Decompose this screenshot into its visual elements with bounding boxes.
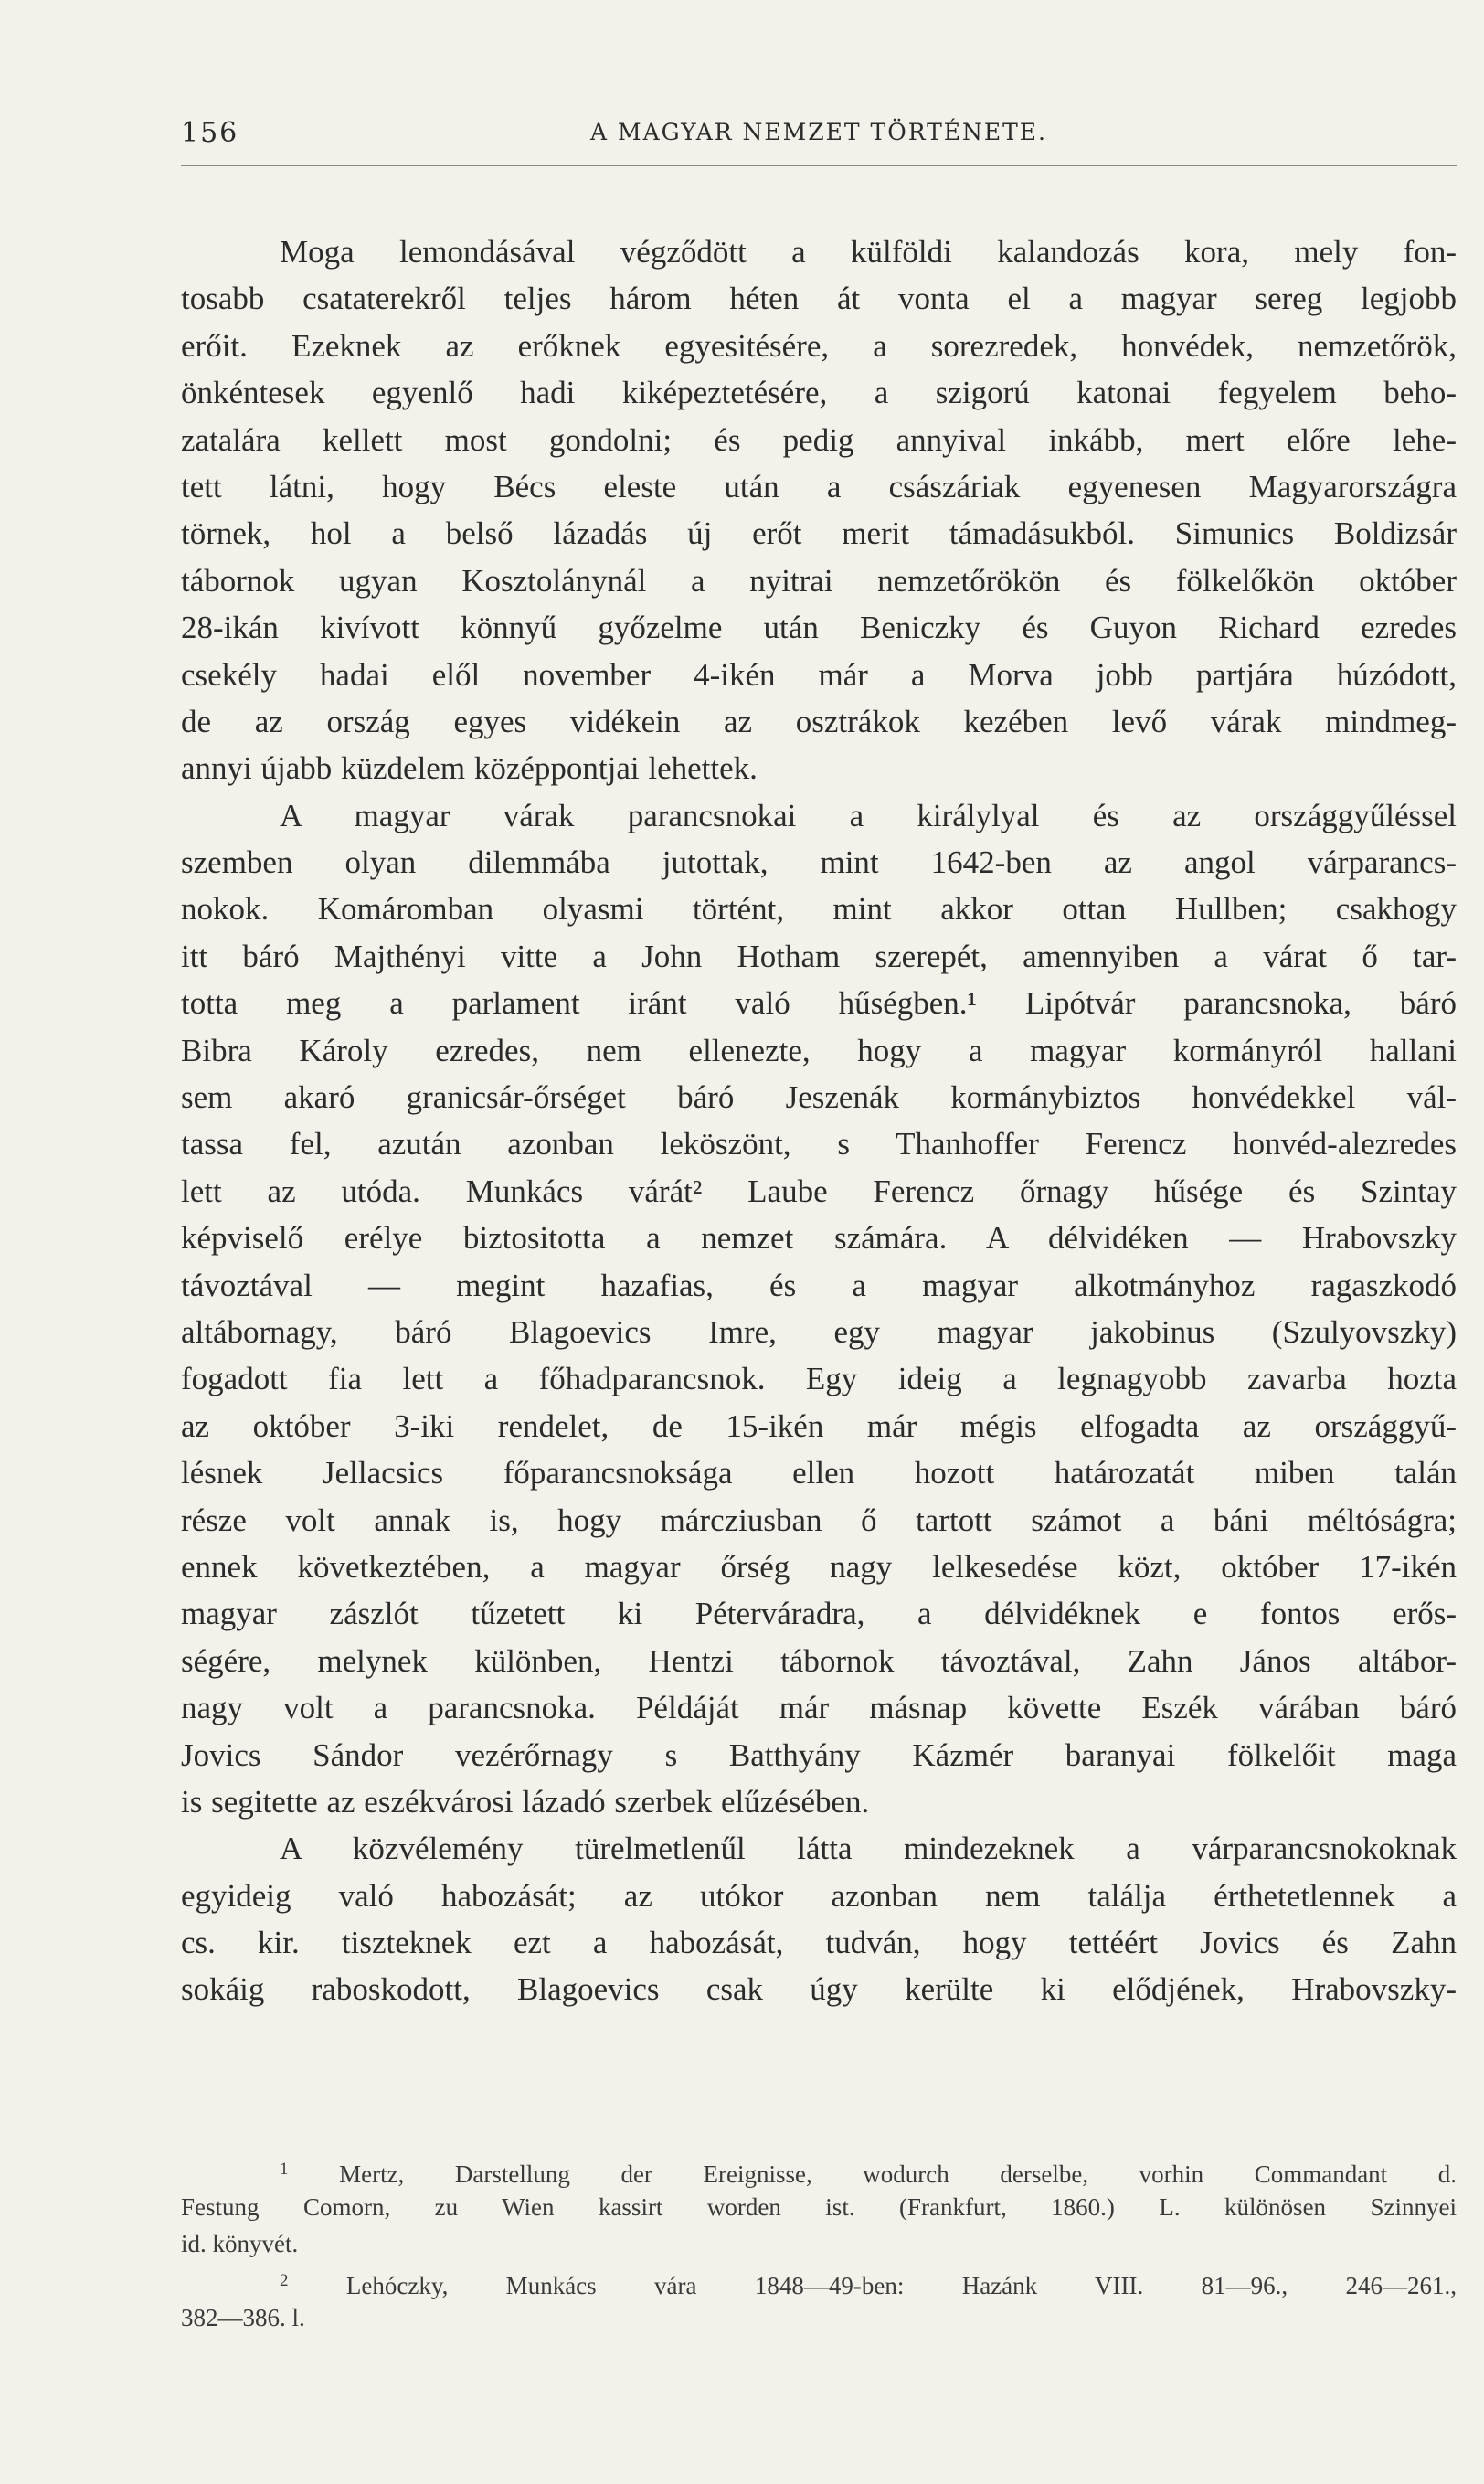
- text-line: magyar zászlót tűzetett ki Péterváradra, a délvidéknek e fontos erős-: [181, 1596, 1457, 1632]
- text-line: csekély hadai elől november 4-ikén már a Morva jobb partjára húzódott,: [181, 656, 1457, 693]
- text-line: tábornok ugyan Kosztolánynál a nyitrai nemzetőrökön és fölkelőkön október: [181, 562, 1457, 599]
- text-line: sokáig raboskodott, Blagoevics csak úgy kerülte ki elődjének, Hrabovszky-: [181, 1971, 1457, 2008]
- text-line: lésnek Jellacsics főparancsnoksága ellen hozott határozatát miben talán: [181, 1455, 1457, 1491]
- text-line: A magyar várak parancsnokai a királylyal és az országgyűléssel: [280, 797, 1457, 833]
- text-line: A közvélemény türelmetlenűl látta mindezeknek a várparancsnokoknak: [280, 1831, 1457, 1867]
- text-line: egyideig való habozását; az utókor azonban nem találja érthetetlennek a: [181, 1877, 1457, 1914]
- body-text: [181, 228, 1457, 2013]
- footnote-line: id. könyvét.: [181, 2230, 299, 2257]
- running-title: A MAGYAR NEMZET TÖRTÉNETE.: [589, 119, 1047, 145]
- text-line: annyi újabb küzdelem középpontjai lehettek.: [181, 750, 758, 787]
- page-number: 156: [181, 117, 239, 149]
- text-line: az október 3-iki rendelet, de 15-ikén már mégis elfogadta az országgyű-: [181, 1407, 1457, 1444]
- text-line: távoztával — megint hazafias, és a magyar alkotmányhoz ragaszkodó: [181, 1267, 1457, 1303]
- text-line: ennek következtében, a magyar őrség nagy lelkesedése közt, október 17-ikén: [181, 1548, 1457, 1585]
- text-line: cs. kir. tiszteknek ezt a habozását, tudván, hogy tettéért Jovics és Zahn: [181, 1925, 1457, 1961]
- text-line: nokok. Komáromban olyasmi történt, mint akkor ottan Hullben; csakhogy: [181, 891, 1457, 928]
- text-line: Bibra Károly ezredes, nem ellenezte, hogy a magyar kormányról hallani: [181, 1032, 1457, 1068]
- text-line: totta meg a parlament iránt való hűségben.¹ Lipótvár parancsnoka, báró: [181, 985, 1457, 1022]
- footnote-line: [181, 2263, 1457, 2300]
- footnote-line: 382—386. l.: [181, 2304, 305, 2331]
- text-line: Moga lemondásával végződött a külföldi kalandozás kora, mely fon-: [280, 234, 1457, 270]
- text-line: altábornagy, báró Blagoevics Imre, egy magyar jakobinus (Szulyovszky): [181, 1313, 1457, 1350]
- text-line: lett az utóda. Munkács várát² Laube Ferencz őrnagy hűsége és Szintay: [181, 1173, 1457, 1209]
- text-line: képviselő erélye biztositotta a nemzet számára. A délvidéken — Hrabovszky: [181, 1220, 1457, 1257]
- text-line: erőit. Ezeknek az erőknek egyesitésére, a sorezredek, honvédek, nemzetőrök,: [181, 327, 1457, 364]
- text-line: önkéntesek egyenlő hadi kiképeztetésére, a szigorú katonai fegyelem beho-: [181, 375, 1457, 411]
- text-line: sem akaró granicsár-őrséget báró Jeszenák kormánybiztos honvédekkel vál-: [181, 1079, 1457, 1116]
- text-line: fogadott fia lett a főhadparancsnok. Egy ideig a legnagyobb zavarba hozta: [181, 1361, 1457, 1397]
- footnote-line: [181, 2151, 1457, 2189]
- footnote-mark: 2: [280, 2270, 289, 2290]
- text-line: része volt annak is, hogy márcziusban ő tartott számot a báni méltóságra;: [181, 1502, 1457, 1538]
- header-rule: [181, 165, 1457, 166]
- text-line: ségére, melynek különben, Hentzi tábornok távoztával, Zahn János altábor-: [181, 1642, 1457, 1679]
- text-line: itt báró Majthényi vitte a John Hotham szerepét, amennyiben a várat ő tar-: [181, 938, 1457, 974]
- text-line: is segitette az eszékvárosi lázadó szerbek elűzésében.: [181, 1783, 870, 1820]
- footnotes: [181, 2151, 1457, 2337]
- text-line: zatalára kellett most gondolni; és pedig annyival inkább, mert előre lehe-: [181, 421, 1457, 458]
- text-line: Jovics Sándor vezérőrnagy s Batthyány Kázmér baranyai fölkelőit maga: [181, 1736, 1457, 1773]
- footnote-text: Lehóczky, Munkács vára 1848—49-ben: Hazánk VIII. 81—96., 246—261.,: [345, 2271, 1457, 2299]
- text-line: szemben olyan dilemmába jutottak, mint 1642-ben az angol várparancs-: [181, 844, 1457, 881]
- text-line: törnek, hol a belső lázadás új erőt merit támadásukból. Simunics Boldizsár: [181, 515, 1457, 552]
- text-line: tosabb csataterekről teljes három héten át vonta el a magyar sereg legjobb: [181, 281, 1457, 317]
- text-line: nagy volt a parancsnoka. Példáját már másnap követte Eszék várában báró: [181, 1690, 1457, 1726]
- footnote-text: Mertz, Darstellung der Ereignisse, wodurch derselbe, vorhin Commandant d.: [339, 2160, 1457, 2188]
- text-line: tassa fel, azután azonban leköszönt, s Thanhoffer Ferencz honvéd-alezredes: [181, 1126, 1457, 1162]
- footnote-line: Festung Comorn, zu Wien kassirt worden ist. (Frankfurt, 1860.) L. különösen Szinnyei: [181, 2192, 1457, 2221]
- text-line: de az ország egyes vidékein az osztrákok kezében levő várak mindmeg-: [181, 703, 1457, 739]
- footnote-mark: 1: [280, 2160, 289, 2179]
- text-line: 28-ikán kivívott könnyű győzelme után Beniczky és Guyon Richard ezredes: [181, 610, 1457, 646]
- running-header: [181, 117, 1457, 159]
- text-line: tett látni, hogy Bécs eleste után a császáriak egyenesen Magyarországra: [181, 468, 1457, 504]
